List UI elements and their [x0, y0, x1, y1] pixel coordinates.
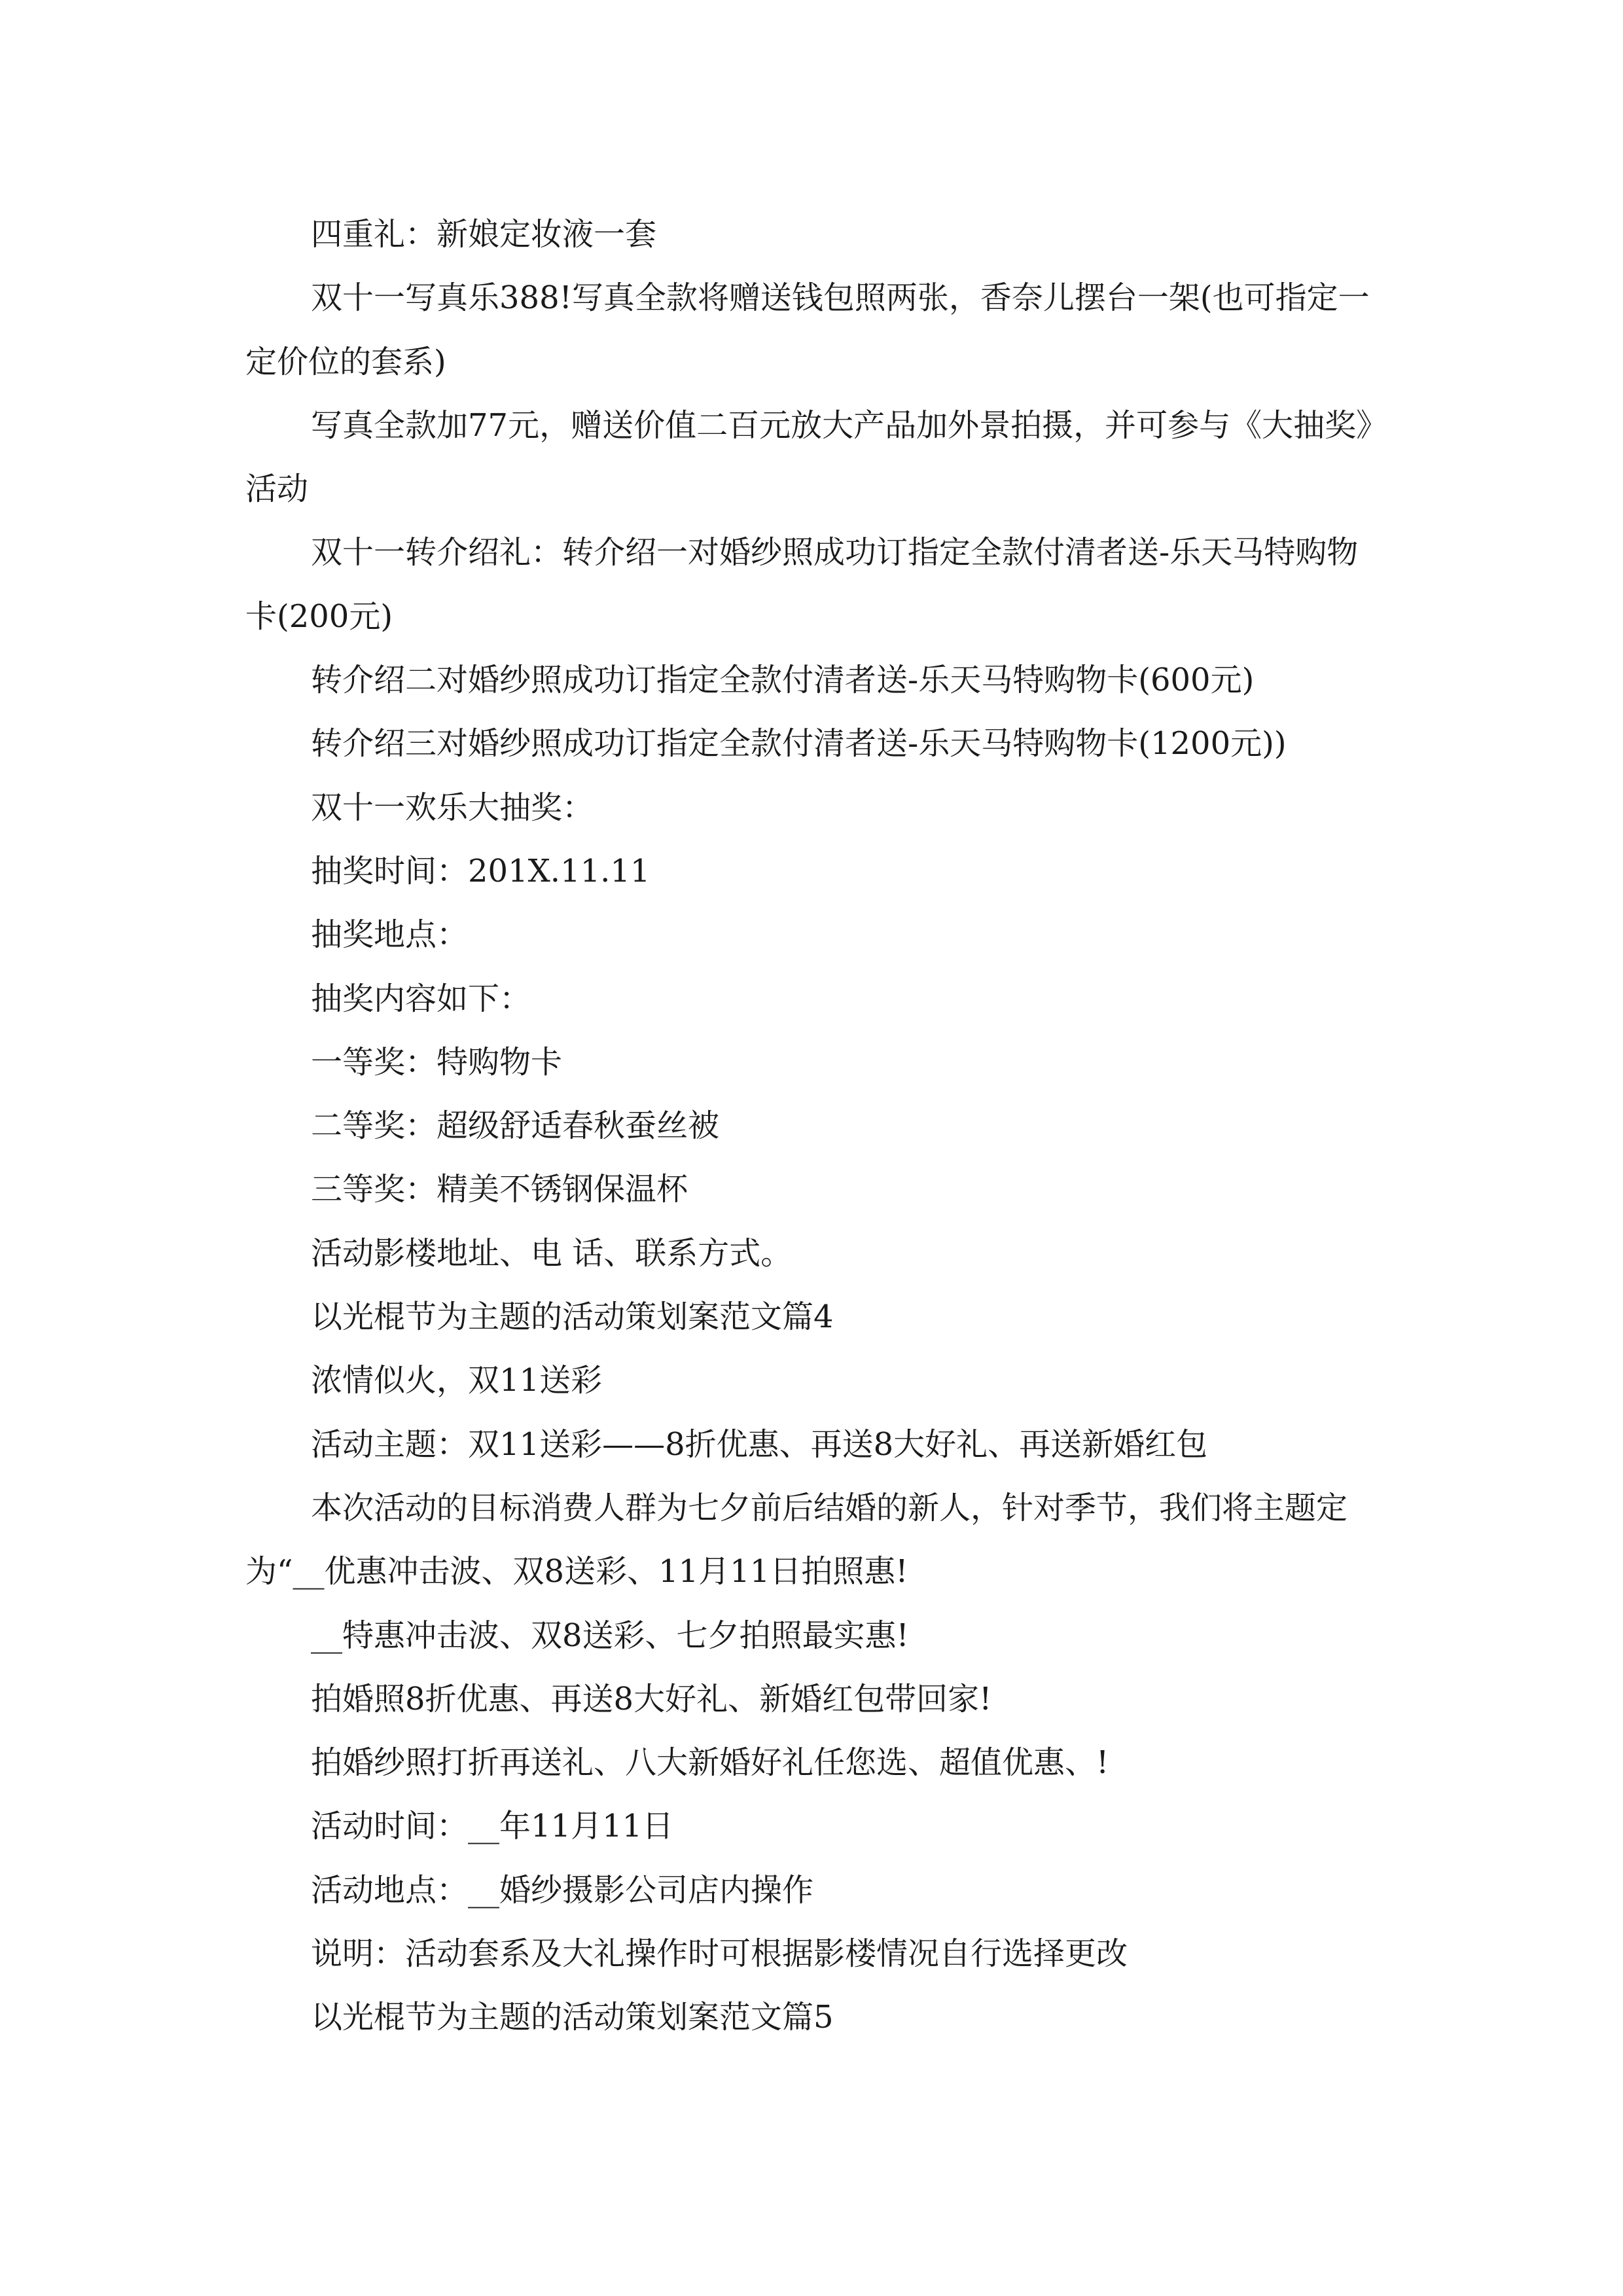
paragraph: 抽奖内容如下：	[311, 980, 531, 1017]
paragraph: 三等奖：精美不锈钢保温杯	[311, 1171, 688, 1208]
paragraph: 双十一转介绍礼：转介绍一对婚纱照成功订指定全款付清者送-乐天马特购物卡(200元)	[245, 534, 1359, 635]
paragraph: 活动主题：双11送彩——8折优惠、再送8大好礼、再送新婚红包	[311, 1426, 1208, 1463]
paragraph: 抽奖地点：	[311, 916, 469, 954]
section-heading: 以光棍节为主题的活动策划案范文篇5	[311, 1999, 834, 2036]
paragraph: 抽奖时间：201X.11.11	[311, 852, 651, 889]
paragraph: 活动地点：__婚纱摄影公司店内操作	[311, 1871, 814, 1909]
paragraph: 本次活动的目标消费人群为七夕前后结婚的新人，针对季节，我们将主题定为“__优惠冲击波、双8送彩、11月11日拍照惠!	[245, 1489, 1348, 1590]
paragraph: 一等奖：特购物卡	[311, 1043, 563, 1081]
paragraph: 拍婚纱照打折再送礼、八大新婚好礼任您选、超值优惠、!	[311, 1744, 1109, 1782]
paragraph: 转介绍三对婚纱照成功订指定全款付清者送-乐天马特购物卡(1200元))	[311, 725, 1287, 762]
paragraph: 转介绍二对婚纱照成功订指定全款付清者送-乐天马特购物卡(600元)	[311, 662, 1255, 699]
paragraph: 二等奖：超级舒适春秋蚕丝被	[311, 1107, 720, 1145]
paragraph: 四重礼：新娘定妆液一套	[311, 216, 657, 253]
paragraph: 说明：活动套系及大礼操作时可根据影楼情况自行选择更改	[311, 1935, 1128, 1973]
section-heading: 以光棍节为主题的活动策划案范文篇4	[311, 1299, 834, 1336]
paragraph: 写真全款加77元，赠送价值二百元放大产品加外景拍摄，并可参与《大抽奖》活动	[245, 406, 1372, 508]
paragraph: 双十一写真乐388!写真全款将赠送钱包照两张，香奈儿摆台一架(也可指定一定价位的套系)	[245, 279, 1370, 380]
document-body	[245, 203, 1381, 2050]
paragraph: __特惠冲击波、双8送彩、七夕拍照最实惠!	[311, 1617, 909, 1654]
paragraph: 拍婚照8折优惠、再送8大好礼、新婚红包带回家!	[311, 1680, 992, 1717]
paragraph: 双十一欢乐大抽奖：	[311, 789, 594, 826]
paragraph: 活动影楼地址、电 话、联系方式。	[311, 1234, 793, 1272]
paragraph: 浓情似火，双11送彩	[311, 1362, 603, 1399]
paragraph: 活动时间：__年11月11日	[311, 1808, 674, 1845]
